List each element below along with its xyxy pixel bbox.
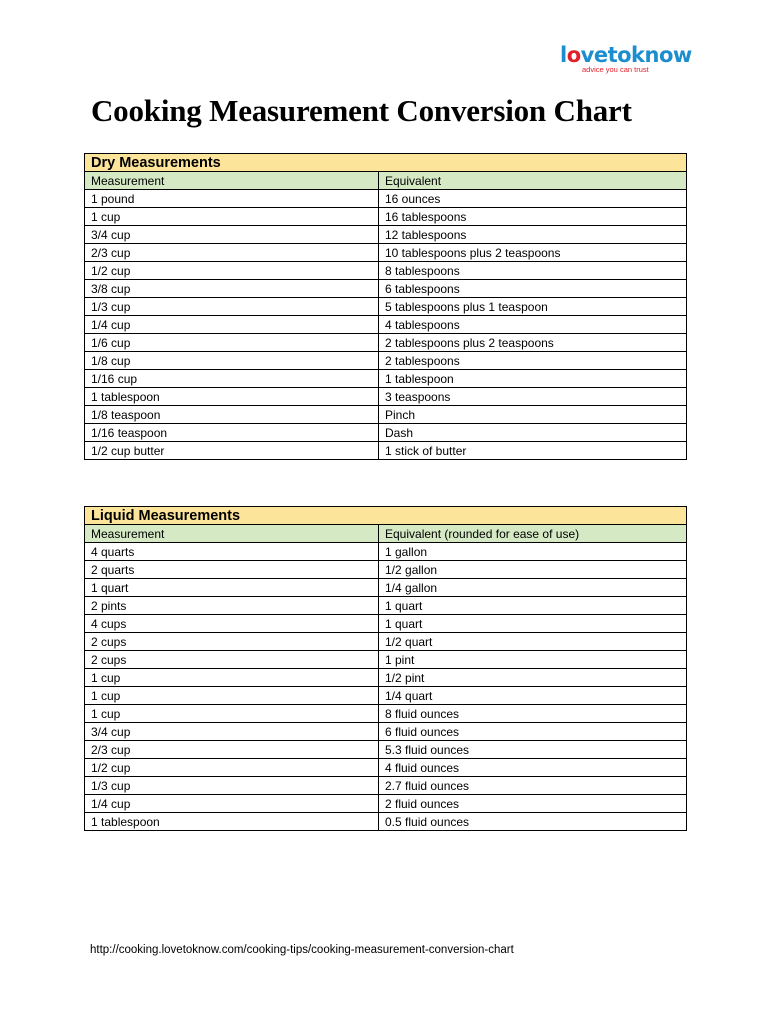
equivalent-cell: Dash (379, 424, 687, 442)
table-row (85, 208, 687, 226)
section-heading: Dry Measurements (85, 154, 687, 172)
table-row (85, 280, 687, 298)
measurement-cell: 1/4 cup (85, 795, 379, 813)
equivalent-cell: 5.3 fluid ounces (379, 741, 687, 759)
equivalent-cell: 6 fluid ounces (379, 723, 687, 741)
equivalent-cell: 16 tablespoons (379, 208, 687, 226)
logo-letter-l: l (560, 43, 567, 67)
column-header-measurement: Measurement (85, 172, 379, 190)
table-row (85, 561, 687, 579)
equivalent-cell: 1/2 pint (379, 669, 687, 687)
measurement-cell: 2 cups (85, 651, 379, 669)
table-row (85, 723, 687, 741)
measurement-cell: 2 pints (85, 597, 379, 615)
measurement-cell: 1/8 cup (85, 352, 379, 370)
table-row (85, 244, 687, 262)
logo-wordmark (560, 44, 690, 66)
measurement-cell: 1 cup (85, 705, 379, 723)
section-header-row (85, 507, 687, 525)
table-row (85, 813, 687, 831)
measurement-cell: 1/16 teaspoon (85, 424, 379, 442)
table-row (85, 543, 687, 561)
footer-url: http://cooking.lovetoknow.com/cooking-tips/cooking-measurement-conversion-chart (90, 944, 514, 956)
equivalent-cell: 6 tablespoons (379, 280, 687, 298)
measurement-cell: 1/2 cup butter (85, 442, 379, 460)
measurement-cell: 3/4 cup (85, 723, 379, 741)
table-row (85, 597, 687, 615)
column-header-equivalent: Equivalent (379, 172, 687, 190)
measurement-cell: 1 quart (85, 579, 379, 597)
table-row (85, 424, 687, 442)
table-row (85, 705, 687, 723)
table-row (85, 777, 687, 795)
measurement-cell: 1 cup (85, 208, 379, 226)
table-row (85, 298, 687, 316)
measurement-cell: 1/2 cup (85, 759, 379, 777)
equivalent-cell: 1 stick of butter (379, 442, 687, 460)
equivalent-cell: 4 tablespoons (379, 316, 687, 334)
equivalent-cell: 1 quart (379, 597, 687, 615)
measurement-cell: 1 tablespoon (85, 388, 379, 406)
equivalent-cell: 1 quart (379, 615, 687, 633)
equivalent-cell: 5 tablespoons plus 1 teaspoon (379, 298, 687, 316)
equivalent-cell: 1/4 gallon (379, 579, 687, 597)
dry-measurements-table (84, 153, 687, 460)
table-row (85, 334, 687, 352)
measurement-cell: 1/3 cup (85, 298, 379, 316)
measurement-cell: 1/6 cup (85, 334, 379, 352)
measurement-cell: 4 quarts (85, 543, 379, 561)
measurement-cell: 1 pound (85, 190, 379, 208)
table-row (85, 795, 687, 813)
table-row (85, 579, 687, 597)
section-header-row (85, 154, 687, 172)
measurement-cell: 3/8 cup (85, 280, 379, 298)
measurement-cell: 1 tablespoon (85, 813, 379, 831)
equivalent-cell: 12 tablespoons (379, 226, 687, 244)
table-row (85, 741, 687, 759)
measurement-cell: 1/16 cup (85, 370, 379, 388)
measurement-cell: 1/8 teaspoon (85, 406, 379, 424)
measurement-cell: 1/2 cup (85, 262, 379, 280)
measurement-cell: 2/3 cup (85, 244, 379, 262)
table-row (85, 388, 687, 406)
table-row (85, 190, 687, 208)
table-row (85, 759, 687, 777)
logo-tagline: advice you can trust (582, 65, 649, 74)
column-header-row (85, 525, 687, 543)
table-row (85, 226, 687, 244)
equivalent-cell: 16 ounces (379, 190, 687, 208)
column-header-measurement: Measurement (85, 525, 379, 543)
measurement-cell: 3/4 cup (85, 226, 379, 244)
measurement-cell: 1 cup (85, 669, 379, 687)
page-title: Cooking Measurement Conversion Chart (91, 93, 632, 128)
measurement-cell: 2 cups (85, 633, 379, 651)
table-row (85, 262, 687, 280)
table-row (85, 316, 687, 334)
equivalent-cell: 8 fluid ounces (379, 705, 687, 723)
table-row (85, 615, 687, 633)
equivalent-cell: 3 teaspoons (379, 388, 687, 406)
equivalent-cell: 8 tablespoons (379, 262, 687, 280)
liquid-measurements-table (84, 506, 687, 831)
table-row (85, 406, 687, 424)
measurement-cell: 2/3 cup (85, 741, 379, 759)
equivalent-cell: Pinch (379, 406, 687, 424)
table-row (85, 352, 687, 370)
measurement-cell: 4 cups (85, 615, 379, 633)
equivalent-cell: 1 tablespoon (379, 370, 687, 388)
equivalent-cell: 1/2 gallon (379, 561, 687, 579)
table-row (85, 442, 687, 460)
equivalent-cell: 2 tablespoons (379, 352, 687, 370)
equivalent-cell: 1/4 quart (379, 687, 687, 705)
measurement-cell: 1/4 cup (85, 316, 379, 334)
table-row (85, 370, 687, 388)
table-row (85, 669, 687, 687)
column-header-row (85, 172, 687, 190)
equivalent-cell: 0.5 fluid ounces (379, 813, 687, 831)
equivalent-cell: 4 fluid ounces (379, 759, 687, 777)
equivalent-cell: 1 gallon (379, 543, 687, 561)
measurement-cell: 1/3 cup (85, 777, 379, 795)
equivalent-cell: 2 fluid ounces (379, 795, 687, 813)
measurement-cell: 1 cup (85, 687, 379, 705)
measurement-cell: 2 quarts (85, 561, 379, 579)
equivalent-cell: 1 pint (379, 651, 687, 669)
equivalent-cell: 2.7 fluid ounces (379, 777, 687, 795)
equivalent-cell: 2 tablespoons plus 2 teaspoons (379, 334, 687, 352)
table-row (85, 687, 687, 705)
lovetoknow-logo (560, 44, 690, 78)
logo-letter-o: o (566, 43, 581, 67)
table-row (85, 633, 687, 651)
column-header-equivalent: Equivalent (rounded for ease of use) (379, 525, 687, 543)
table-row (85, 651, 687, 669)
equivalent-cell: 10 tablespoons plus 2 teaspoons (379, 244, 687, 262)
equivalent-cell: 1/2 quart (379, 633, 687, 651)
section-heading: Liquid Measurements (85, 507, 687, 525)
logo-letters-rest: vetoknow (580, 43, 692, 67)
